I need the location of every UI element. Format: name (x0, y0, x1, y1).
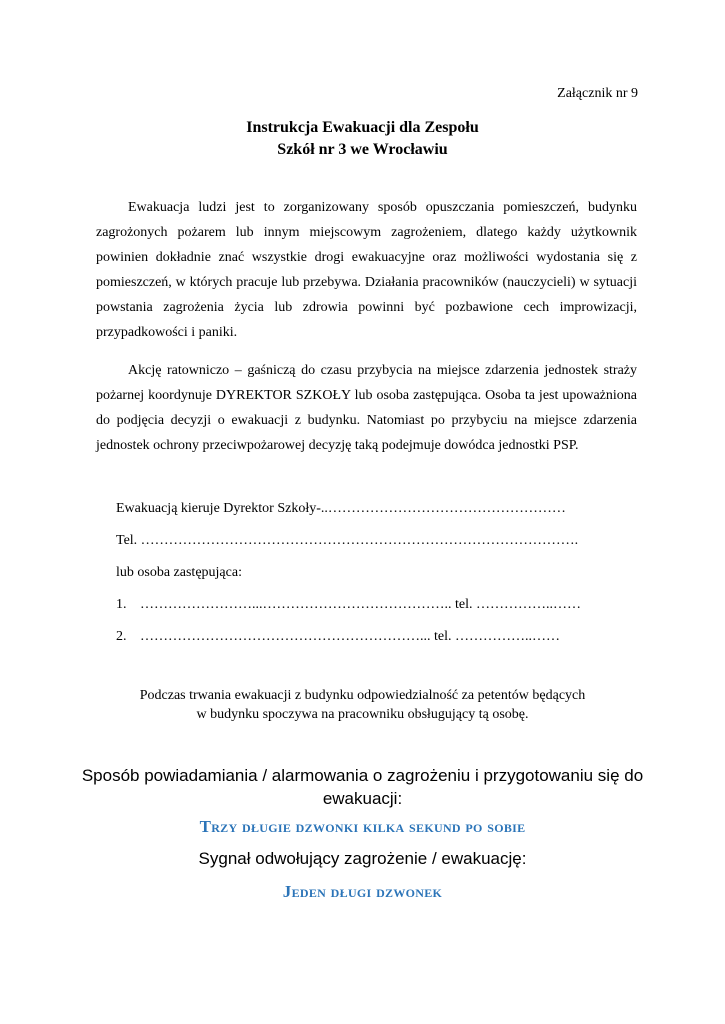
paragraph-2-text: Akcję ratowniczo – gaśniczą do czasu przybycia na miejsce zdarzenia jednostek straży pożarnej koordynuje DYREKTOR SZKOŁY lub osoba zastępująca. Osoba ta jest upoważniona do podjęcia decyzji o ewakuacji z budynku. Natomiast po przybyciu na miejsce zdarzenia jednostek ochrony przeciwpożarowej decyzję taką podejmuje dowódca jednostki PSP. (96, 363, 637, 453)
alarm-signal: Trzy długie dzwonki kilka sekund po sobie (199, 817, 526, 836)
note-line-1: Podczas trwania ewakuacji z budynku odpowiedzialność za petentów będących (139, 688, 586, 703)
title-line-1: Instrukcja Ewakuacji dla Zespołu (246, 119, 479, 136)
tel-line: Tel. …………………………………………………………………………………. (116, 533, 579, 548)
paragraph-1-text: Ewakuacja ludzi jest to zorganizowany sposób opuszczania pomieszczeń, budynku zagrożonych pożarem lub innym miejscowym zagrożeniem, dlatego każdy użytkownik powinien dokładnie znać wszystkie drogi ewakuacyjne oraz możliwości wydostania się z pomieszczeń, w których pracuje lub przebywa. Działania pracowników (nauczycieli) w sytuacji powstania zagrożenia życia lub zdrowia powinni być pozbawione cech improwizacji, przypadkowości i paniki. (96, 200, 637, 340)
note-line-2: w budynku spoczywa na pracowniku obsługujący tą osobę. (196, 707, 529, 722)
responsibility-note (0, 686, 725, 724)
entry-text: ……………………...………………………………….. tel. ……………..…… (140, 597, 581, 612)
substitute-entry-1 (116, 592, 581, 617)
director-line: Ewakuacją kieruje Dyrektor Szkoły-..…………………………………………… (116, 501, 566, 516)
entry-number: 1. (116, 597, 127, 612)
cancel-heading: Sygnał odwołujący zagrożenie / ewakuację: (198, 849, 527, 868)
cancel-signal: Jeden długi dzwonek (282, 882, 443, 901)
entry-text: ……………………………………………………... tel. ……………..…… (140, 629, 560, 644)
paragraph-rescue-coordination (96, 358, 637, 458)
title-line-2: Szkół nr 3 we Wrocławiu (277, 141, 448, 158)
substitute-entry-2 (116, 624, 560, 649)
substitute-label: lub osoba zastępująca: (116, 565, 242, 580)
alarm-heading (0, 764, 725, 810)
entry-number: 2. (116, 629, 127, 644)
annex-label: Załącznik nr 9 (557, 86, 638, 101)
paragraph-evacuation-definition (96, 195, 637, 345)
document-title (0, 117, 725, 161)
alarm-heading-line-2: ewakuacji: (322, 789, 403, 808)
alarm-heading-line-1: Sposób powiadamiania / alarmowania o zagrożeniu i przygotowaniu się do (81, 766, 644, 785)
